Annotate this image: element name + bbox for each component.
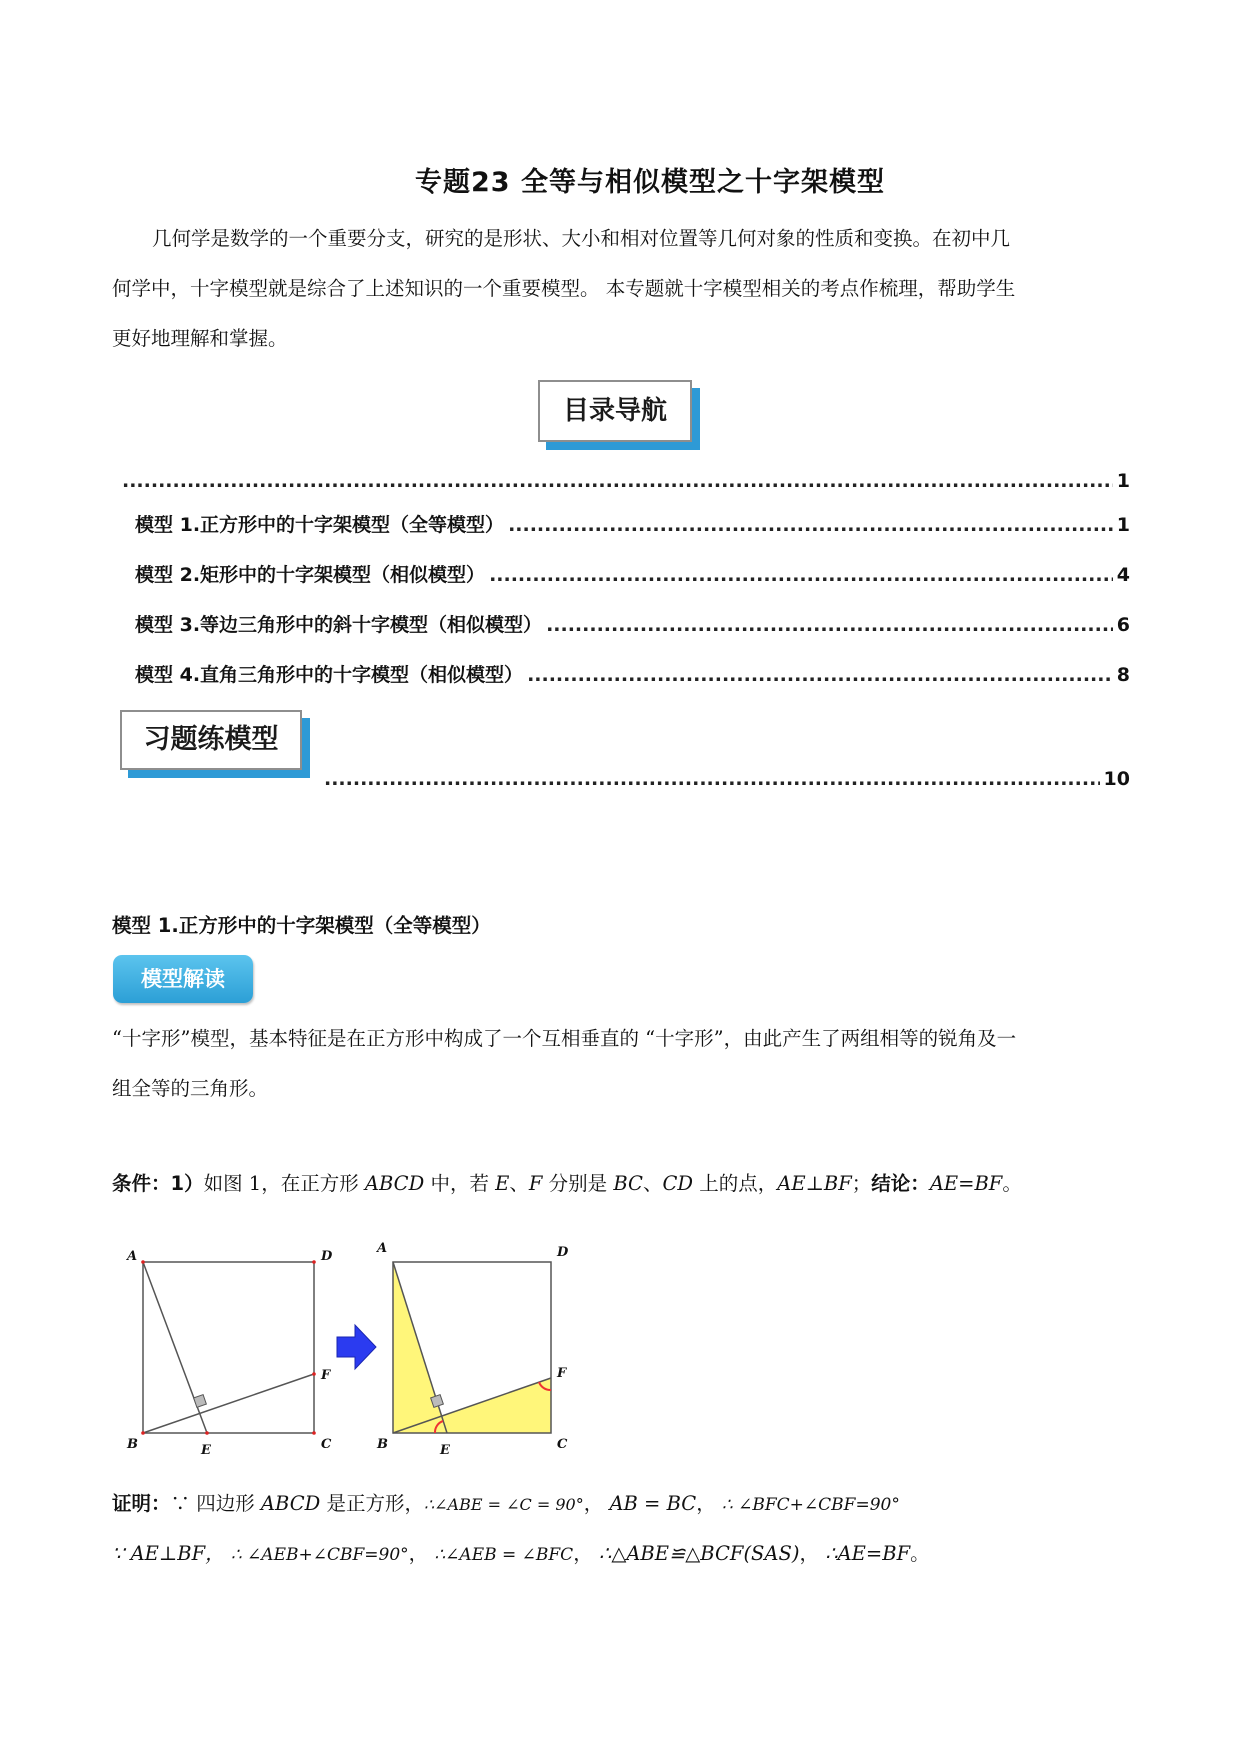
label-f: F xyxy=(321,1368,331,1383)
toc-page-number: 8 xyxy=(1116,664,1130,686)
intro-line-3: 更好地理解和掌握。 xyxy=(112,327,288,350)
figure-right-square xyxy=(375,1241,569,1458)
toc-row-top[interactable] xyxy=(118,470,1130,492)
proof-congruence: ∴△ABE≌△BCF(SAS) xyxy=(598,1542,800,1565)
toc-item-model-3[interactable] xyxy=(135,610,1130,637)
condition-text: 上的点， xyxy=(693,1172,778,1195)
label-d: D xyxy=(321,1249,333,1264)
section-heading: 模型 1.正方形中的十字架模型（全等模型） xyxy=(112,914,491,937)
label-c: C xyxy=(557,1437,568,1452)
toc-page-number: 6 xyxy=(1116,614,1130,636)
condition-sep: 、 xyxy=(642,1172,663,1195)
proof-perp: ∵ AE⊥BF， xyxy=(112,1542,225,1565)
proof-end: 。 xyxy=(910,1542,930,1565)
condition-text: 中，若 xyxy=(424,1172,496,1195)
toc-page-number: 1 xyxy=(1116,470,1130,492)
proof-text: 是正方形， xyxy=(320,1492,424,1515)
proof-comma: ， xyxy=(573,1542,593,1565)
label-e: E xyxy=(440,1443,450,1458)
proof-comma: ， xyxy=(583,1492,604,1515)
condition-semicolon: ； xyxy=(851,1172,872,1195)
conclusion-text: AE=BF xyxy=(929,1172,1003,1195)
toc-item-label: 模型 3.等边三角形中的斜十字模型（相似模型） xyxy=(135,614,543,636)
condition-line xyxy=(112,1168,1022,1196)
condition-text: 如图 1，在正方形 xyxy=(203,1172,365,1195)
toc-item-model-2[interactable] xyxy=(135,560,1130,587)
toc-leader-dots xyxy=(508,514,1113,536)
proof-label: 证明： xyxy=(112,1492,171,1515)
intro-paragraph xyxy=(112,214,1132,364)
condition-f: F xyxy=(528,1172,543,1195)
toc-item-label: 模型 1.正方形中的十字架模型（全等模型） xyxy=(135,514,505,536)
toc-leader-dots xyxy=(546,614,1113,636)
condition-sep: 、 xyxy=(509,1172,529,1195)
condition-abcd: ABCD xyxy=(364,1172,425,1195)
proof-angle-equal: ∴∠AEB = ∠BFC xyxy=(434,1545,574,1565)
condition-perpendicular: AE⊥BF xyxy=(777,1172,852,1195)
condition-label: 条件： xyxy=(112,1172,171,1195)
label-b: B xyxy=(377,1437,388,1452)
exercise-banner: 习题练模型 xyxy=(120,710,302,770)
figure-left-square xyxy=(125,1249,333,1458)
label-d: D xyxy=(557,1245,569,1260)
proof-comma: ， xyxy=(408,1542,429,1565)
proof-angle-sum-2: ∴ ∠AEB+∠CBF=90° xyxy=(230,1545,409,1565)
proof-text: ∵ 四边形 xyxy=(170,1492,261,1515)
label-f: F xyxy=(557,1366,567,1381)
toc-item-label: 模型 4.直角三角形中的十字模型（相似模型） xyxy=(135,664,524,686)
condition-end: 。 xyxy=(1002,1172,1022,1195)
toc-banner: 目录导航 xyxy=(538,380,692,442)
proof-angle-abe: ∴∠ABE = ∠C = 90° xyxy=(423,1495,584,1514)
proof-comma: ， xyxy=(799,1542,819,1565)
label-e: E xyxy=(201,1443,211,1458)
proof-line-1 xyxy=(112,1488,900,1516)
page-title: 专题23 全等与相似模型之十字架模型 xyxy=(415,167,885,198)
proof-abcd: ABCD xyxy=(260,1492,321,1515)
proof-ab-bc: AB = BC xyxy=(609,1492,697,1515)
toc-leader-dots xyxy=(122,470,1113,492)
model-interpretation-label: 模型解读 xyxy=(113,955,253,1003)
proof-conclusion: ∴AE=BF xyxy=(825,1542,911,1565)
label-c: C xyxy=(321,1437,332,1452)
intro-line-2: 何学中，十字模型就是综合了上述知识的一个重要模型。 本专题就十字模型相关的考点作梳理，帮助学生 xyxy=(112,277,1016,300)
label-b: B xyxy=(127,1437,138,1452)
condition-number: 1） xyxy=(170,1172,204,1195)
toc-leader-dots xyxy=(324,768,1100,790)
toc-leader-dots xyxy=(489,564,1113,586)
toc-item-label: 模型 2.矩形中的十字架模型（相似模型） xyxy=(135,564,486,586)
toc-item-model-1[interactable] xyxy=(135,510,1130,537)
toc-leader-dots xyxy=(527,664,1113,686)
intro-line-1: 几何学是数学的一个重要分支，研究的是形状、大小和相对位置等几何对象的性质和变换。在初中几 xyxy=(152,227,1011,250)
toc-item-model-4[interactable] xyxy=(135,660,1130,687)
desc-line-1: “十字形”模型，基本特征是在正方形中构成了一个互相垂直的 “十字形”，由此产生了两组相等的锐角及一 xyxy=(112,1027,1017,1050)
condition-bc: BC xyxy=(613,1172,643,1195)
proof-comma: ， xyxy=(696,1492,716,1515)
toc-item-exercises[interactable] xyxy=(320,768,1130,790)
condition-e: E xyxy=(495,1172,510,1195)
toc-page-number: 10 xyxy=(1103,768,1130,790)
label-a: A xyxy=(127,1249,138,1264)
proof-line-2 xyxy=(112,1538,930,1566)
toc-page-number: 1 xyxy=(1116,514,1130,536)
condition-text: 分别是 xyxy=(542,1172,614,1195)
condition-cd: CD xyxy=(662,1172,694,1195)
figure-1 xyxy=(115,1220,615,1460)
conclusion-label: 结论： xyxy=(871,1172,930,1195)
arrow-icon xyxy=(337,1325,376,1369)
toc-page-number: 4 xyxy=(1116,564,1130,586)
desc-line-2: 组全等的三角形。 xyxy=(112,1077,269,1100)
proof-angle-sum: ∴ ∠BFC+∠CBF=90° xyxy=(721,1495,900,1515)
label-a: A xyxy=(377,1241,388,1256)
